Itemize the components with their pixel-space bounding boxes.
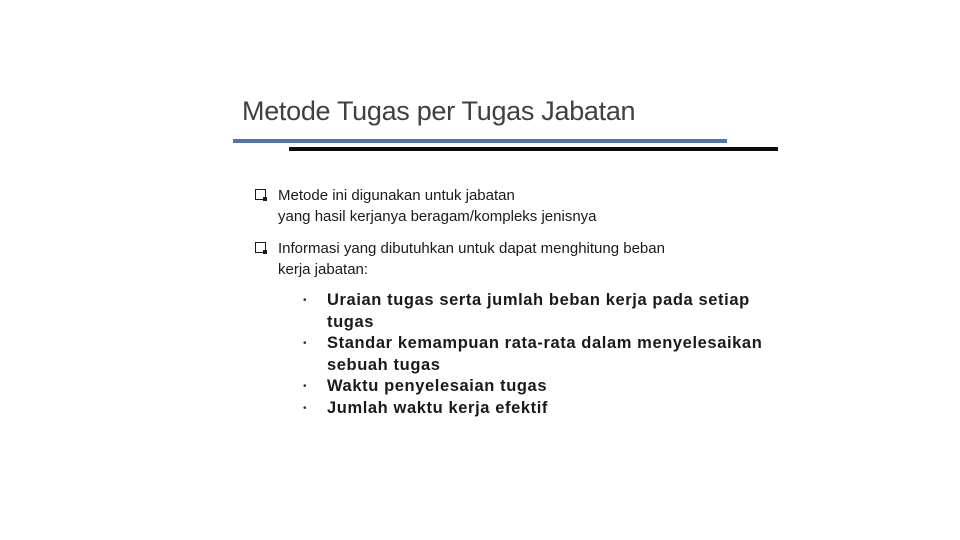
bullet-line-1a: Metode ini digunakan untuk jabatan [278, 187, 515, 204]
slide-title: Metode Tugas per Tugas Jabatan [242, 96, 636, 126]
checkbox-bullet-item [254, 185, 774, 227]
checkbox-bullet-item [254, 238, 774, 419]
sub-bullet-list [278, 290, 774, 419]
square-bullet-icon [255, 242, 266, 253]
sub-bullet-text: Waktu penyelesaian tugas [327, 377, 548, 395]
bullet-line-1b: yang hasil kerjanya beragam/kompleks jenisnya [278, 208, 597, 225]
dot-bullet-icon: • [303, 295, 308, 306]
dot-bullet-icon: • [303, 381, 308, 392]
dot-bullet-icon: • [303, 402, 308, 414]
sub-bullet-item [278, 376, 774, 398]
title-underline-blue [233, 139, 727, 143]
sub-bullet-text: Uraian tugas serta jumlah beban kerja pada setiap tugas [327, 291, 750, 331]
bullet-line-2b: kerja jabatan: [278, 261, 369, 278]
slide-body [254, 185, 774, 419]
bullet-line-2a: Informasi yang dibutuhkan untuk dapat menghitung beban [278, 240, 665, 257]
title-underline-black [289, 147, 778, 151]
sub-bullet-item [278, 398, 774, 420]
dot-bullet-icon: • [303, 338, 308, 349]
sub-bullet-text: Jumlah waktu kerja efektif [327, 398, 549, 417]
sub-bullet-item [278, 290, 774, 333]
square-bullet-icon [255, 189, 266, 200]
sub-bullet-item [278, 333, 774, 376]
sub-bullet-text: Standar kemampuan rata-rata dalam menyelesaikan sebuah tugas [327, 334, 763, 374]
